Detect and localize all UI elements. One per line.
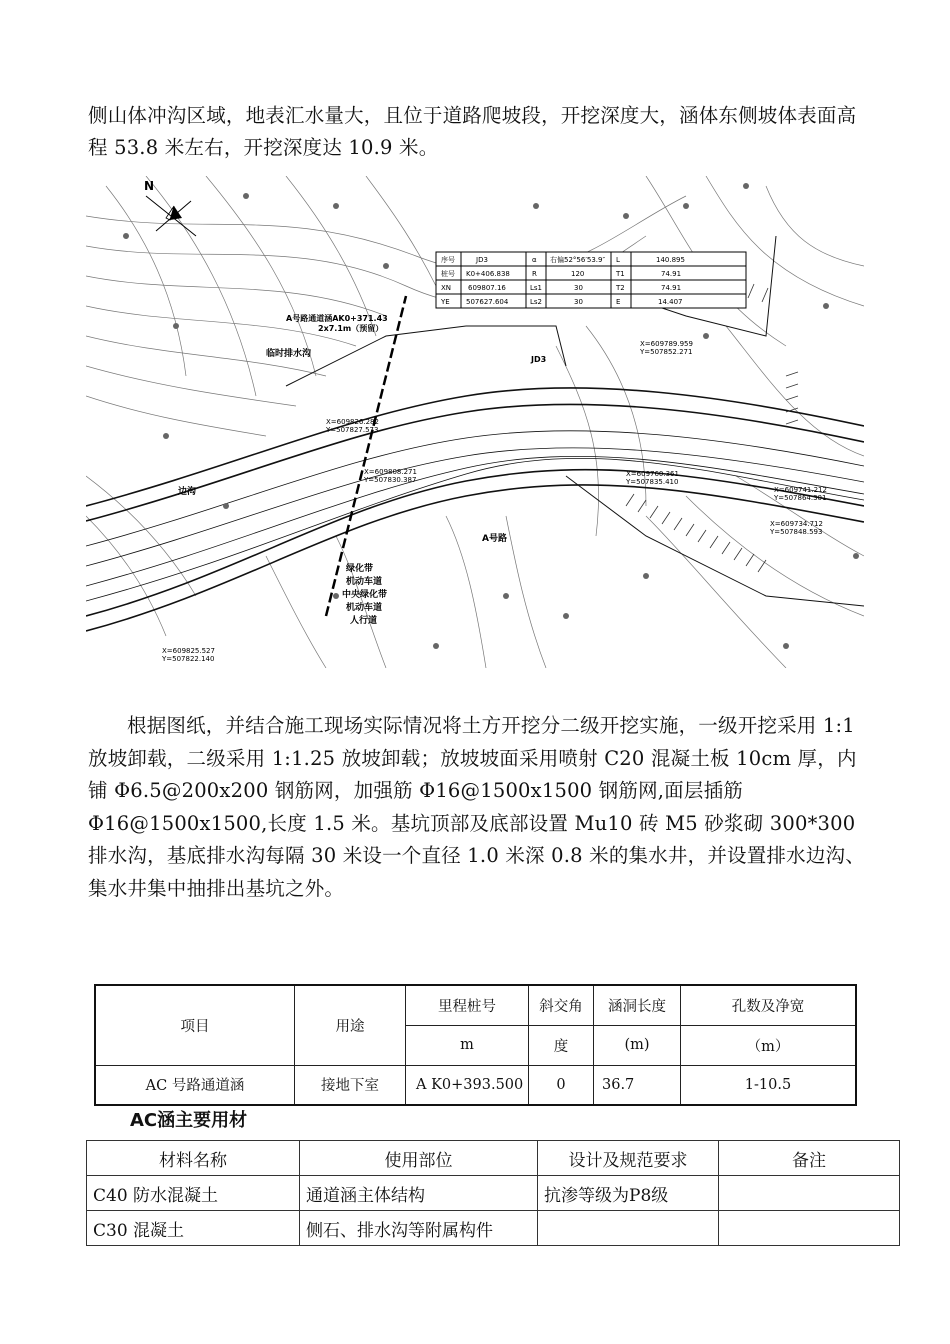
curve-cell: T2 bbox=[616, 284, 625, 292]
curve-cell: 30 bbox=[574, 284, 583, 292]
curve-cell: T1 bbox=[616, 270, 625, 278]
row-skew: 0 bbox=[529, 1065, 594, 1105]
curve-cell: YE bbox=[441, 298, 450, 306]
materials-cell bbox=[719, 1211, 900, 1246]
unit-length: (m) bbox=[594, 1025, 681, 1065]
culvert-size: 2x7.1m（预留） bbox=[318, 324, 384, 333]
curve-cell: 140.895 bbox=[656, 256, 685, 264]
row-holes: 1-10.5 bbox=[681, 1065, 857, 1105]
curve-cell: Ls2 bbox=[530, 298, 543, 306]
lane-label: 机动车道 bbox=[346, 577, 383, 587]
materials-table bbox=[86, 1140, 900, 1246]
curve-cell: XN bbox=[441, 284, 452, 292]
materials-cell bbox=[719, 1176, 900, 1211]
coord-y: Y=507852.271 bbox=[640, 348, 693, 356]
materials-cell: 抗渗等级为P8级 bbox=[538, 1176, 719, 1211]
materials-header-cell: 设计及规范要求 bbox=[538, 1141, 719, 1176]
row-station: A K0+393.500 bbox=[406, 1065, 529, 1105]
lane-label: 中央绿化带 bbox=[342, 590, 388, 600]
site-plan-svg bbox=[86, 176, 864, 668]
site-plan-drawing bbox=[86, 176, 864, 668]
header-skew: 斜交角 bbox=[529, 985, 594, 1025]
coord-x: X=609808.271 bbox=[364, 468, 417, 476]
header-station: 里程桩号 bbox=[406, 985, 529, 1025]
coord-x: X=609826.282 bbox=[326, 418, 379, 426]
intro-paragraph: 侧山体冲沟区域，地表汇水量大，且位于道路爬坡段，开挖深度大，涵体东侧坡体表面高程 53.8 米左右，开挖深度达 10.9 米。 bbox=[88, 104, 857, 159]
coord-x: X=609760.361 bbox=[626, 470, 679, 478]
excavation-paragraph: 根据图纸，并结合施工现场实际情况将土方开挖分二级开挖实施，一级开挖采用 1:1 放坡卸载，二级采用 1:1.25 放坡卸载；放坡坡面采用喷射 C20 混凝土板 10cm 厚，内铺 Φ6.5@200x200 钢筋网，加强筋 Φ16@1500x1500 钢筋网,面层插筋 Φ16@1500x1500,长度 1.5 米。基坑顶部及底部设置 Mu10 砖 M5 砂浆砌 300*300 排水沟，基底排水沟每隔 30 米设一个直径 1.0 米深 0.8 米的集水井，并设置排水边沟、集水井集中抽排出基坑之外。 bbox=[88, 714, 865, 900]
curve-cell: E bbox=[616, 298, 621, 306]
coord-x: X=609741.212 bbox=[774, 486, 827, 494]
materials-cell bbox=[538, 1211, 719, 1246]
curve-cell: Ls1 bbox=[530, 284, 543, 292]
header-length: 涵洞长度 bbox=[594, 985, 681, 1025]
curve-cell: 30 bbox=[574, 298, 583, 306]
coord-x: X=609789.959 bbox=[640, 340, 693, 348]
road-edges bbox=[86, 388, 864, 631]
curve-cell: JD3 bbox=[476, 256, 488, 264]
curve-cell: 120 bbox=[571, 270, 585, 278]
north-arrow-icon bbox=[144, 179, 196, 236]
curve-cell: 序号 bbox=[441, 256, 455, 264]
curve-cell: 74.91 bbox=[661, 270, 682, 278]
coord-y: Y=507827.573 bbox=[326, 426, 379, 434]
unit-holes: （m） bbox=[681, 1025, 857, 1065]
lane-label: 人行道 bbox=[350, 616, 378, 626]
coord-x: X=609825.527 bbox=[162, 647, 215, 655]
coord-x: X=609734.712 bbox=[770, 520, 823, 528]
materials-header-cell: 使用部位 bbox=[300, 1141, 538, 1176]
curve-cell: 右偏52°56′53.9″ bbox=[550, 256, 606, 264]
row-use: 接地下室 bbox=[295, 1065, 406, 1105]
contour-lines bbox=[86, 176, 864, 668]
curve-cell: 桩号 bbox=[441, 270, 455, 278]
road-lanes bbox=[86, 431, 864, 601]
coord-y: Y=507835.410 bbox=[626, 478, 679, 486]
lane-label: 机动车道 bbox=[346, 603, 383, 613]
materials-cell: 侧石、排水沟等附属构件 bbox=[300, 1211, 538, 1246]
header-holes: 孔数及净宽 bbox=[681, 985, 857, 1025]
temp-ditch-label: 临时排水沟 bbox=[266, 349, 312, 359]
unit-station: m bbox=[406, 1025, 529, 1065]
culvert-label: A号路通道涵AK0+371.43 bbox=[286, 314, 388, 323]
curve-cell: R bbox=[532, 270, 537, 278]
curve-table bbox=[436, 252, 746, 308]
coordinate-labels bbox=[161, 340, 827, 663]
header-item: 项目 bbox=[95, 985, 295, 1065]
road-name-label: A号路 bbox=[482, 534, 507, 544]
curve-cell: 609807.16 bbox=[468, 284, 506, 292]
curve-cell: 14.407 bbox=[658, 298, 683, 306]
header-use: 用途 bbox=[295, 985, 406, 1065]
curve-cell: 74.91 bbox=[661, 284, 682, 292]
svg-text:N: N bbox=[144, 179, 155, 193]
coord-y: Y=507848.593 bbox=[770, 528, 823, 536]
materials-header-cell: 材料名称 bbox=[87, 1141, 300, 1176]
row-length: 36.7 bbox=[594, 1065, 681, 1105]
materials-cell: C30 混凝土 bbox=[87, 1211, 300, 1246]
jd-label: JD3 bbox=[531, 355, 547, 364]
curve-cell: 507627.604 bbox=[466, 298, 509, 306]
coord-y: Y=507822.140 bbox=[162, 655, 215, 663]
culvert-info-table bbox=[94, 984, 857, 1106]
lane-label: 绿化带 bbox=[346, 564, 374, 574]
row-item: AC 号路通道涵 bbox=[95, 1065, 295, 1105]
materials-heading: AC涵主要用材 bbox=[130, 1110, 248, 1131]
materials-cell: 通道涵主体结构 bbox=[300, 1176, 538, 1211]
unit-skew: 度 bbox=[529, 1025, 594, 1065]
coord-y: Y=507830.387 bbox=[364, 476, 417, 484]
curve-cell: K0+406.838 bbox=[466, 270, 510, 278]
curve-cell: L bbox=[616, 256, 620, 264]
materials-header-cell: 备注 bbox=[719, 1141, 900, 1176]
side-ditch-label: 边沟 bbox=[178, 487, 197, 497]
curve-cell: α bbox=[532, 256, 537, 264]
materials-cell: C40 防水混凝土 bbox=[87, 1176, 300, 1211]
coord-y: Y=507864.301 bbox=[774, 494, 827, 502]
